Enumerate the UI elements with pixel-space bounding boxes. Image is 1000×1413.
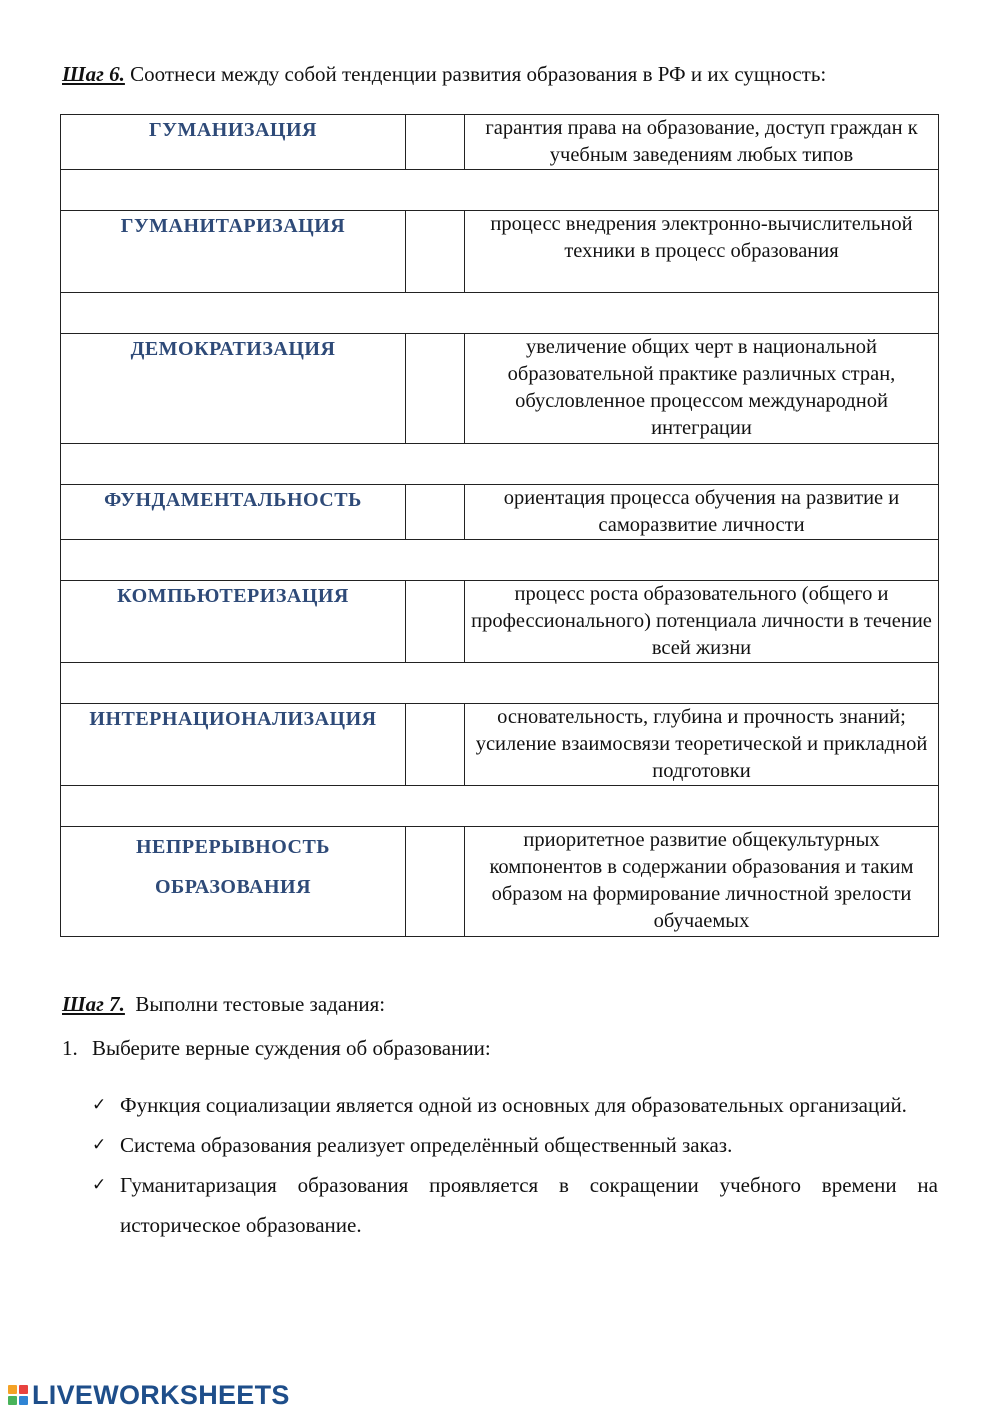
table-row (61, 485, 939, 540)
question-text: Выберите верные суждения об образовании: (92, 1036, 491, 1060)
answer-option-text: Функция социализации является одной из основных для образовательных организаций. (120, 1093, 907, 1117)
logo-grid-icon (8, 1385, 28, 1405)
answer-drop-cell[interactable] (406, 581, 465, 663)
table-row (61, 115, 939, 170)
gap-cell (61, 663, 939, 704)
gap-cell (61, 540, 939, 581)
gap-row (61, 663, 939, 704)
table-row (61, 334, 939, 444)
term-cell: ФУНДАМЕНТАЛЬНОСТЬ (61, 485, 406, 540)
answer-drop-cell[interactable] (406, 211, 465, 293)
answer-drop-cell[interactable] (406, 115, 465, 170)
answer-option-text: Гуманитаризация образования проявляется в сокращении учебного времени на историческое образование. (120, 1173, 938, 1237)
gap-row (61, 293, 939, 334)
definition-cell: ориентация процесса обучения на развитие и саморазвитие личности (465, 485, 939, 540)
answer-drop-cell[interactable] (406, 827, 465, 937)
checkmark-icon: ✓ (92, 1135, 107, 1155)
answer-option[interactable] (92, 1125, 938, 1165)
definition-cell: увеличение общих черт в национальной образовательной практике различных стран, обусловленное процессом международной интеграции (465, 334, 939, 444)
term-cell: ГУМАНИТАРИЗАЦИЯ (61, 211, 406, 293)
step7-text: Выполни тестовые задания: (135, 992, 386, 1016)
table-row (61, 704, 939, 786)
term-cell: ИНТЕРНАЦИОНАЛИЗАЦИЯ (61, 704, 406, 786)
term-cell: ГУМАНИЗАЦИЯ (61, 115, 406, 170)
logo-text: LIVEWORKSHEETS (32, 1379, 290, 1410)
definition-cell: гарантия права на образование, доступ граждан к учебным заведениям любых типов (465, 115, 939, 170)
term-line: ОБРАЗОВАНИЯ (154, 876, 312, 898)
table-row (61, 211, 939, 293)
step7-instruction (62, 992, 385, 1017)
definition-cell: процесс внедрения электронно-вычислительной техники в процесс образования (465, 211, 939, 293)
gap-row (61, 170, 939, 211)
step7-label: Шаг 7. (62, 992, 125, 1016)
answer-option-text: Система образования реализует определённый общественный заказ. (120, 1133, 733, 1157)
question-number: 1. (62, 1036, 78, 1060)
definition-cell: процесс роста образовательного (общего и профессионального) потенциала личности в течение всей жизни (465, 581, 939, 663)
gap-row (61, 444, 939, 485)
step6-instruction (62, 62, 826, 87)
checkmark-icon: ✓ (92, 1095, 107, 1115)
matching-table (60, 114, 939, 937)
table-row (61, 581, 939, 663)
answer-drop-cell[interactable] (406, 704, 465, 786)
step6-label: Шаг 6. (62, 62, 125, 86)
term-cell (61, 827, 406, 937)
gap-cell (61, 170, 939, 211)
liveworksheets-logo (8, 1380, 290, 1410)
answer-drop-cell[interactable] (406, 334, 465, 444)
answer-option[interactable] (92, 1085, 938, 1125)
answer-options (92, 1085, 938, 1245)
gap-row (61, 786, 939, 827)
definition-cell: основательность, глубина и прочность знаний; усиление взаимосвязи теоретической и прикладной подготовки (465, 704, 939, 786)
gap-cell (61, 444, 939, 485)
answer-option[interactable] (92, 1165, 938, 1245)
term-line: НЕПРЕРЫВНОСТЬ (135, 836, 331, 858)
gap-cell (61, 293, 939, 334)
step6-text: Соотнеси между собой тенденции развития образования в РФ и их сущность: (124, 62, 827, 86)
question-1 (62, 1036, 491, 1061)
gap-row (61, 540, 939, 581)
gap-cell (61, 786, 939, 827)
term-cell: КОМПЬЮТЕРИЗАЦИЯ (61, 581, 406, 663)
definition-cell: приоритетное развитие общекультурных компонентов в содержании образования и таким образом на формирование личностной зрелости обучаемых (465, 827, 939, 937)
checkmark-icon: ✓ (92, 1175, 107, 1195)
answer-drop-cell[interactable] (406, 485, 465, 540)
term-cell: ДЕМОКРАТИЗАЦИЯ (61, 334, 406, 444)
table-row (61, 827, 939, 937)
